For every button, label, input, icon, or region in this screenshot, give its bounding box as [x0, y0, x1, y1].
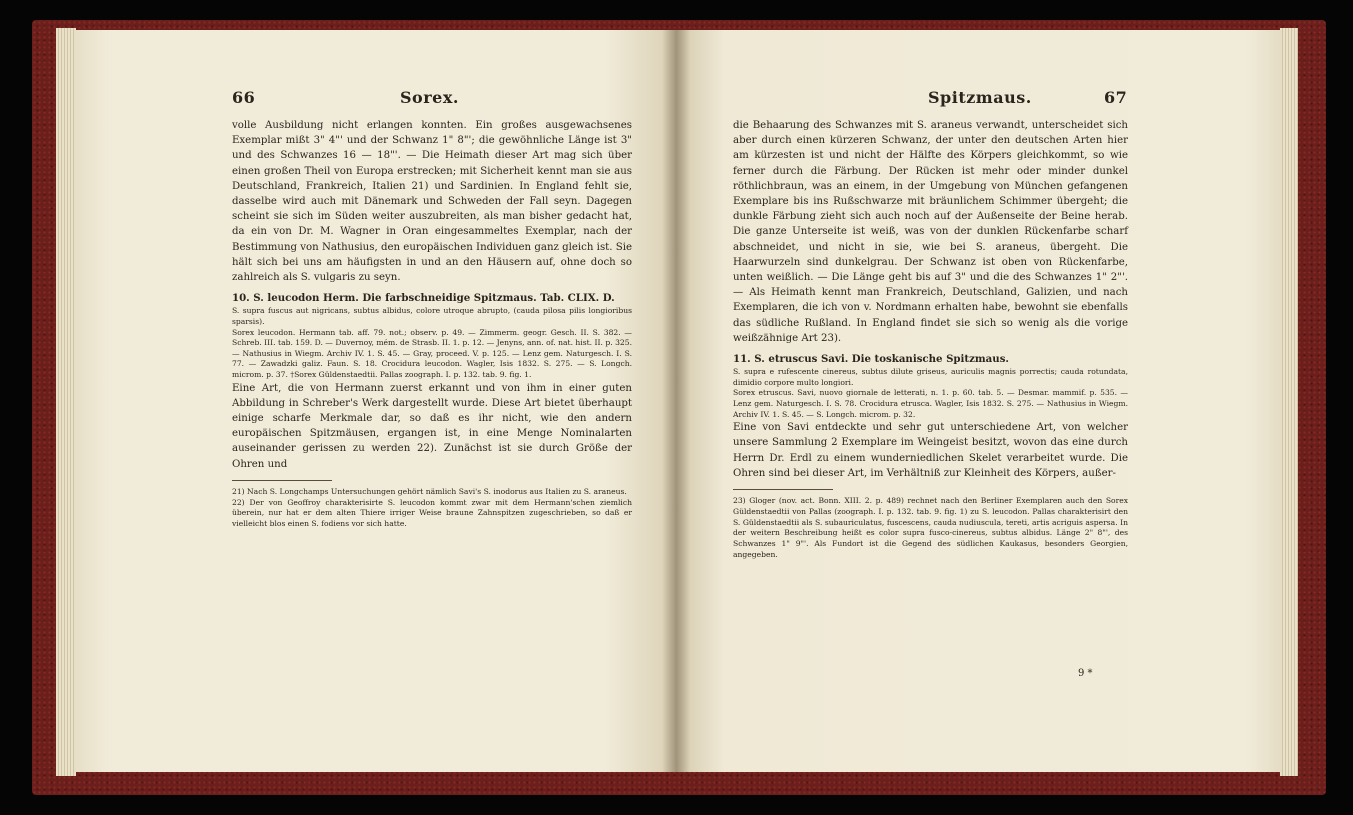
page-edges-right	[1280, 28, 1298, 776]
species-10-heading: 10. S. leucodon Herm. Die farbschneidige Spitzmaus. Tab. CLIX. D.	[232, 292, 615, 305]
book-gutter	[662, 30, 690, 772]
species-10-diagnosis: S. supra fuscus aut nigricans, subtus albidus, colore utroque abrupto, (cauda pilosa pilis longioribus sparsis).	[232, 306, 632, 327]
right-intro: die Behaarung des Schwanzes mit S. araneus verwandt, unterscheidet sich aber durch einen kürzeren Schwanz, der unter den deutschen Arten hier am kürzesten ist und nicht der Hälfte des Körpers gleichkommt, so wie ferner durch die Färbung. Der Rücken ist mehr oder minder dunkel röthlichbraun, was an einem, in der Umgebung von München gefangenen Exemplare bis ins Rußschwarze mit bräunlichem Schimmer übergeht; die dunkle Färbung zieht sich auch noch auf der Außenseite der Beine herab. Die ganze Unterseite ist weiß, was von der dunklen Rückenfarbe scharf abschneidet, und nicht in sie, wie bei S. araneus, übergeht. Die Haarwurzeln sind dunkelgrau. Der Schwanz ist oben von Rückenfarbe, unten weißlich. — Die Länge geht bis auf 3" und die des Schwanzes 1" 2"'. — Als Heimath kennt man Frankreich, Deutschland, Galizien, und nach Exemplaren, die ich von v. Nordmann erhalten habe, bewohnt sie ebenfalls das südliche Rußland. In England findet sie sich so wenig als die vorige weißzähnige Art 23).	[733, 120, 1128, 344]
right-running-head: Spitzmaus.	[928, 88, 1032, 107]
footnote-rule-left	[232, 480, 332, 481]
left-page-text	[232, 118, 632, 530]
right-page-text	[733, 118, 1128, 561]
left-page-number: 66	[232, 88, 256, 107]
species-11-diagnosis: S. supra e rufescente cinereus, subtus dilute griseus, auriculis magnis porrectis; cauda rotundata, dimidio corpore multo longiori.	[733, 367, 1128, 387]
left-running-head: Sorex.	[400, 88, 459, 107]
right-page-number: 67	[1104, 88, 1128, 107]
left-body: Eine Art, die von Hermann zuerst erkannt und von ihm in einer guten Abbildung in Schreber's Werk dargestellt wurde. Diese Art bietet überhaupt einige scharfe Merkmale dar, so daß es ihr nicht, wie den andern europäischen Spitzmäusen, ergangen ist, in eine Menge Nominalarten auseinander gerissen zu werden 22). Zunächst ist sie durch Größe der Ohren und	[232, 382, 632, 470]
page-edges-left	[56, 28, 76, 776]
footnote-23: 23) Gloger (nov. act. Bonn. XIII. 2. p. 489) rechnet nach den Berliner Exemplaren auch den Sorex Güldenstaedtii von Pallas (zoograph. I. p. 132. tab. 9. fig. 1) zu S. leucodon. Pallas charakterisirt den S. Güldenstaedtii als S. subauriculatus, fuscescens, cauda nudiuscula, tereti, artis acriguis aspersa. In der weitern Beschreibung heißt es color supra fusco-cinereus, subtus albidus. Länge 2" 8"', des Schwanzes 1" 9"'. Als Fundort ist die Gegend des südlichen Kaukasus, besonders Georgien, angegeben.	[733, 496, 1128, 560]
signature-mark: 9 *	[1078, 668, 1093, 679]
species-11-heading: 11. S. etruscus Savi. Die toskanische Spitzmaus.	[733, 353, 1009, 366]
right-body: Eine von Savi entdeckte und sehr gut unterschiedene Art, von welcher unsere Sammlung 2 Exemplare im Weingeist besitzt, wovon das eine durch Herrn Dr. Erdl zu einem wunderniedlichen Skelet verarbeitet wurde. Die Ohren sind bei dieser Art, im Verhältniß zur Kleinheit des Körpers, außer-	[733, 422, 1128, 479]
footnote-22: 22) Der von Geoffroy charakterisirte S. leucodon kommt zwar mit dem Hermann'schen ziemlich überein, nur hat er dem alten Thiere irriger Weise braune Zahnspitzen zugeschrieben, so daß er vielleicht blos einen S. fodiens vor sich hatte.	[232, 497, 632, 529]
species-10-synonyms: Sorex leucodon. Hermann tab. aff. 79. not.; observ. p. 49. — Zimmerm. geogr. Gesch. II. S. 382. — Schreb. III. tab. 159. D. — Duvernoy, mém. de Strasb. II. 1. p. 12. — Jenyns, ann. of. nat. hist. II. p. 325. — Nathusius in Wiegm. Archiv IV. 1. S. 45. — Gray, proceed. V. p. 125. — Lenz gem. Naturgesch. I. S. 77. — Zawadzki galiz. Faun. S. 18. Crocidura leucodon. Wagler, Isis 1832. S. 275. — S. Longch. microm. p. 37. †Sorex Güldenstaedtii. Pallas zoograph. I. p. 132. tab. 9. fig. 1.	[232, 327, 632, 379]
footnote-21: 21) Nach S. Longchamps Untersuchungen gehört nämlich Savi's S. inodorus aus Italien zu S. araneus.	[232, 486, 627, 496]
left-intro: volle Ausbildung nicht erlangen konnten. Ein großes ausgewachsenes Exemplar mißt 3" 4"' und der Schwanz 1" 8"'; die gewöhnliche Länge ist 3" und des Schwanzes 16 — 18"'. — Die Heimath dieser Art mag sich über einen großen Theil von Europa erstrecken; mit Sicherheit kennt man sie aus Deutschland, Frankreich, Italien 21) und Sardinien. In England fehlt sie, dasselbe wird auch mit Dänemark und Schweden der Fall seyn. Dagegen scheint sie sich im Süden weiter auszubreiten, als man bisher gedacht hat, da ein von Dr. M. Wagner in Oran eingesammeltes Exemplar, nach der Bestimmung von Nathusius, den europäischen Individuen ganz gleich ist. Sie hält sich bei uns am häufigsten in und an den Häusern auf, ohne doch so zahlreich als S. vulgaris zu seyn.	[232, 120, 633, 284]
footnote-rule-right	[733, 489, 833, 490]
species-11-synonyms: Sorex etruscus. Savi, nuovo giornale de letterati, n. 1. p. 60. tab. 5. — Desmar. mammif. p. 535. — Lenz gem. Naturgesch. I. S. 78. Crocidura etrusca. Wagler, Isis 1832. S. 275. — Nathusius in Wiegm. Archiv IV. 1. S. 45. — S. Longch. microm. p. 32.	[733, 388, 1128, 419]
